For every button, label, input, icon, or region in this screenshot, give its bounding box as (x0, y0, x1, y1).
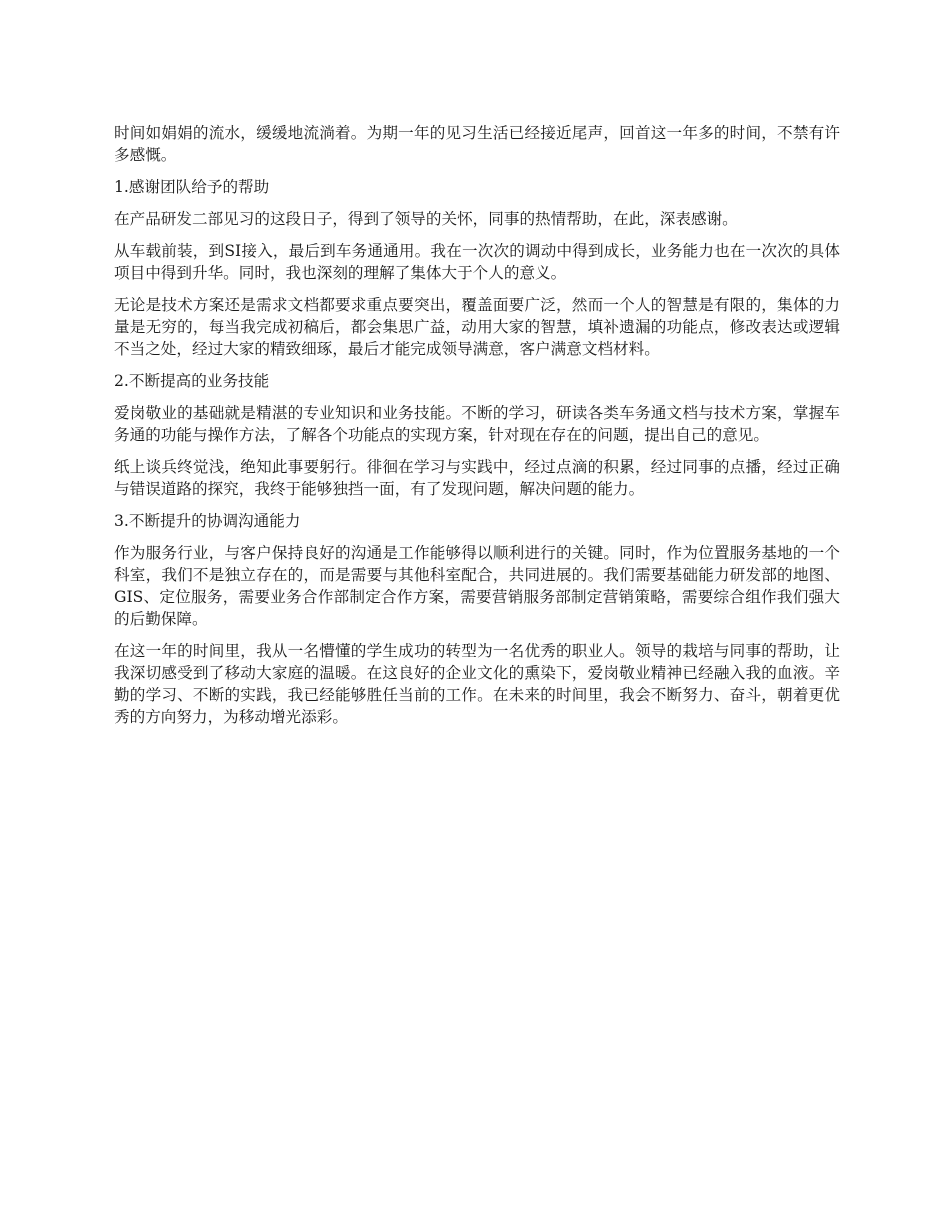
closing-paragraph: 在这一年的时间里，我从一名懵懂的学生成功的转型为一名优秀的职业人。领导的栽培与同事的帮助，让我深切感受到了移动大家庭的温暖。在这良好的企业文化的熏染下，爱岗敬业精神已经融入我的血液。辛勤的学习、不断的实践，我已经能够胜任当前的工作。在未来的时间里，我会不断努力、奋斗，朝着更优秀的方向努力，为移动增光添彩。 (114, 642, 840, 726)
section-3-paragraph-1: 作为服务行业，与客户保持良好的沟通是工作能够得以顺利进行的关键。同时，作为位置服务基地的一个科室，我们不是独立存在的，而是需要与其他科室配合，共同进展的。我们需要基础能力研发部的地图、GIS、定位服务，需要业务合作部制定合作方案，需要营销服务部制定营销策略，需要综合组作我们强大的后勤保障。 (114, 544, 840, 628)
section-1-paragraph-2: 从车载前装，到SI接入，最后到车务通通用。我在一次次的调动中得到成长，业务能力也在一次次的具体项目中得到升华。同时，我也深刻的理解了集体大于个人的意义。 (114, 242, 840, 282)
section-heading-1: 1.感谢团队给予的帮助 (114, 178, 270, 196)
intro-paragraph: 时间如娟娟的流水，缓缓地流淌着。为期一年的见习生活已经接近尾声，回首这一年多的时间，不禁有许多感慨。 (114, 124, 840, 164)
section-2-paragraph-2: 纸上谈兵终觉浅，绝知此事要躬行。徘徊在学习与实践中，经过点滴的积累，经过同事的点播，经过正确与错误道路的探究，我终于能够独挡一面，有了发现问题，解决问题的能力。 (114, 458, 840, 498)
section-1-paragraph-1: 在产品研发二部见习的这段日子，得到了领导的关怀，同事的热情帮助，在此，深表感谢。 (114, 210, 738, 228)
section-heading-3: 3.不断提升的协调沟通能力 (114, 512, 301, 530)
section-2-paragraph-1: 爱岗敬业的基础就是精湛的专业知识和业务技能。不断的学习，研读各类车务通文档与技术方案，掌握车务通的功能与操作方法，了解各个功能点的实现方案，针对现在存在的问题，提出自己的意见。 (114, 404, 840, 444)
document-body (114, 122, 840, 738)
section-1-paragraph-3: 无论是技术方案还是需求文档都要求重点要突出，覆盖面要广泛，然而一个人的智慧是有限的，集体的力量是无穷的，每当我完成初稿后，都会集思广益，动用大家的智慧，填补遗漏的功能点，修改表达或逻辑不当之处，经过大家的精致细琢，最后才能完成领导满意，客户满意文档材料。 (114, 296, 840, 358)
section-heading-2: 2.不断提高的业务技能 (114, 372, 270, 390)
